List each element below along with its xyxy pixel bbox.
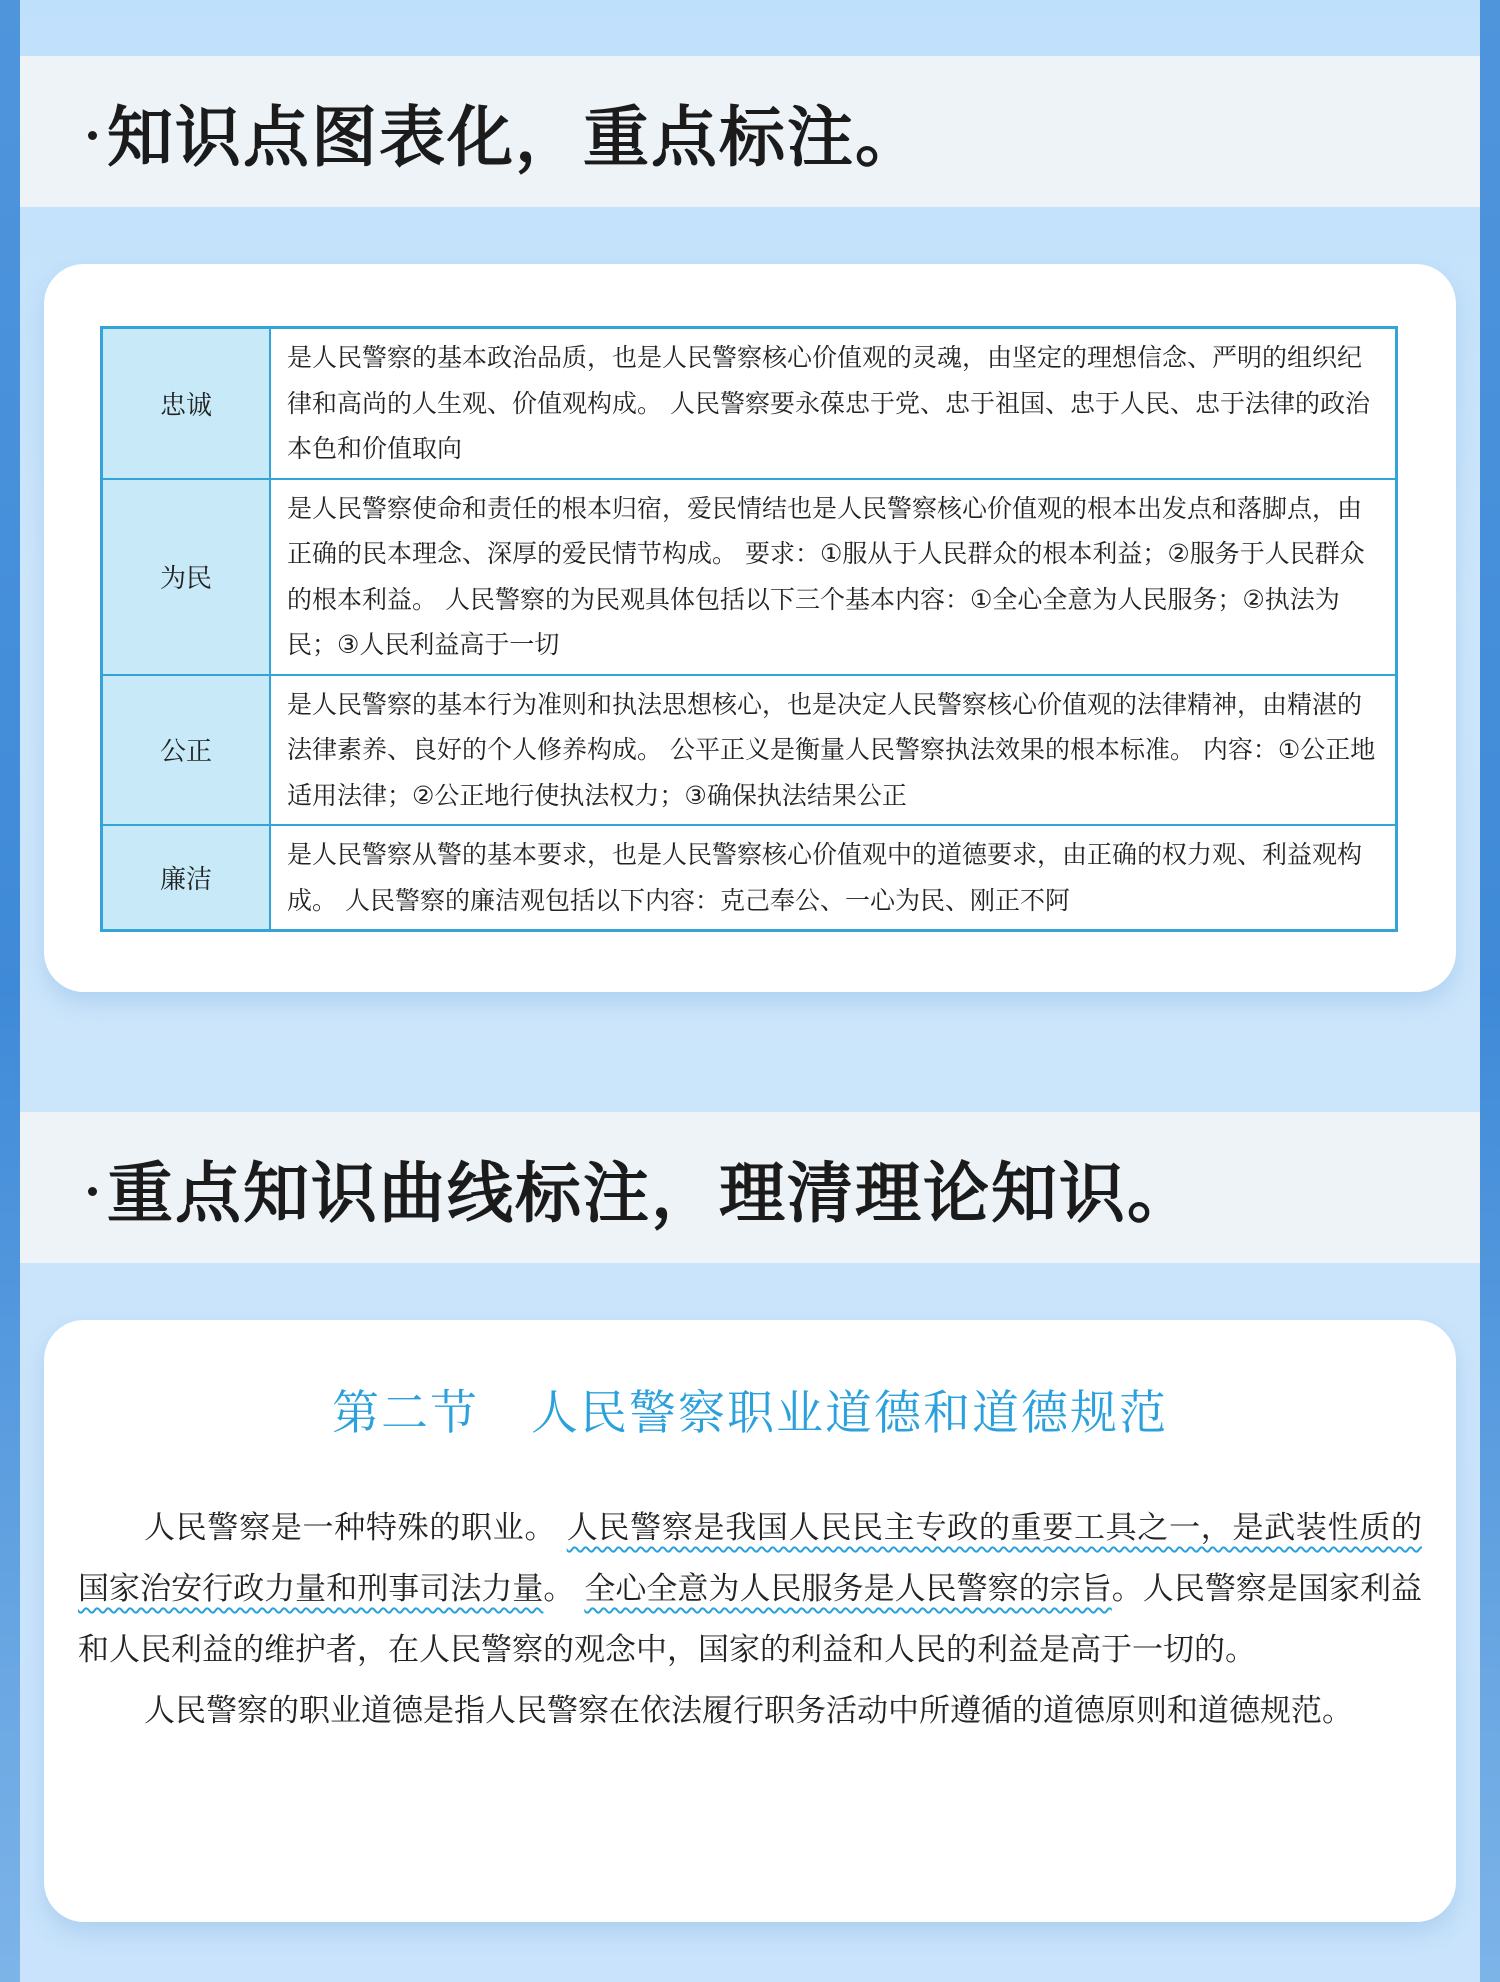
table-desc: 是人民警察从警的基本要求，也是人民警察核心价值观中的道德要求，由正确的权力观、利益观构成。 人民警察的廉洁观包括以下内容：克己奉公、一心为民、刚正不阿 <box>270 825 1397 931</box>
table-row <box>102 675 1397 826</box>
book-section-title <box>44 1376 1456 1443</box>
plain-text: 人民警察是一种特殊的职业。 <box>144 1510 567 1546</box>
table-term: 公正 <box>102 675 271 826</box>
book-paragraph-1 <box>78 1498 1422 1681</box>
wavy-underlined-text: 全心全意为人民服务是人民警察的宗旨 <box>584 1571 1112 1607</box>
right-edge-strip <box>1480 0 1500 1982</box>
section-heading-band-2 <box>20 1112 1480 1263</box>
book-section-number: 第二节 <box>332 1386 479 1441</box>
section-heading-1: 知识点图表化，重点标注。 <box>107 99 923 176</box>
table-row <box>102 825 1397 931</box>
left-edge-strip <box>0 0 20 1982</box>
table-row <box>102 479 1397 675</box>
table-desc: 是人民警察使命和责任的根本归宿，爱民情结也是人民警察核心价值观的根本出发点和落脚点，由正确的民本理念、深厚的爱民情节构成。 要求：①服从于人民群众的根本利益；②服务于人民群众的根本利益。 人民警察的为民观具体包括以下三个基本内容：①全心全意为人民服务；②执法为民；③人民利益高于一切 <box>270 479 1397 675</box>
table-term: 为民 <box>102 479 271 675</box>
bullet-dot <box>88 131 97 140</box>
table-term: 忠诚 <box>102 328 271 479</box>
table-desc: 是人民警察的基本行为准则和执法思想核心，也是决定人民警察核心价值观的法律精神，由精湛的法律素养、良好的个人修养构成。 公平正义是衡量人民警察执法效果的根本标准。 内容：①公正地适用法律；②公正地行使执法权力；③确保执法结果公正 <box>270 675 1397 826</box>
plain-text: 。 <box>543 1571 585 1607</box>
table-desc: 是人民警察的基本政治品质，也是人民警察核心价值观的灵魂，由坚定的理想信念、严明的组织纪律和高尚的人生观、价值观构成。 人民警察要永葆忠于党、忠于祖国、忠于人民、忠于法律的政治本色和价值取向 <box>270 328 1397 479</box>
section-heading-2: 重点知识曲线标注，理清理论知识。 <box>107 1155 1195 1232</box>
table-term: 廉洁 <box>102 825 271 931</box>
bullet-dot <box>88 1187 97 1196</box>
book-paragraph-2: 人民警察的职业道德是指人民警察在依法履行职务活动中所遵循的道德原则和道德规范。 <box>144 1693 1353 1729</box>
table-row <box>102 328 1397 479</box>
book-excerpt-card <box>44 1320 1456 1922</box>
section-heading-band-1 <box>20 56 1480 207</box>
book-body <box>78 1498 1422 1742</box>
knowledge-table-card <box>44 264 1456 992</box>
wavy-underlined-text: 人民警察是我国人民民主专政的重要工具之一，是武装性质的国家治安行政力量和刑事司法力量 <box>78 1510 1422 1607</box>
book-section-name: 人民警察职业道德和道德规范 <box>531 1386 1168 1441</box>
plain-text: 。人民警察是国家利益和人民利益的维护者，在人民警察的观念中，国家的利益和人民的利益是高于一切的。 <box>78 1571 1423 1668</box>
knowledge-table <box>100 326 1398 932</box>
